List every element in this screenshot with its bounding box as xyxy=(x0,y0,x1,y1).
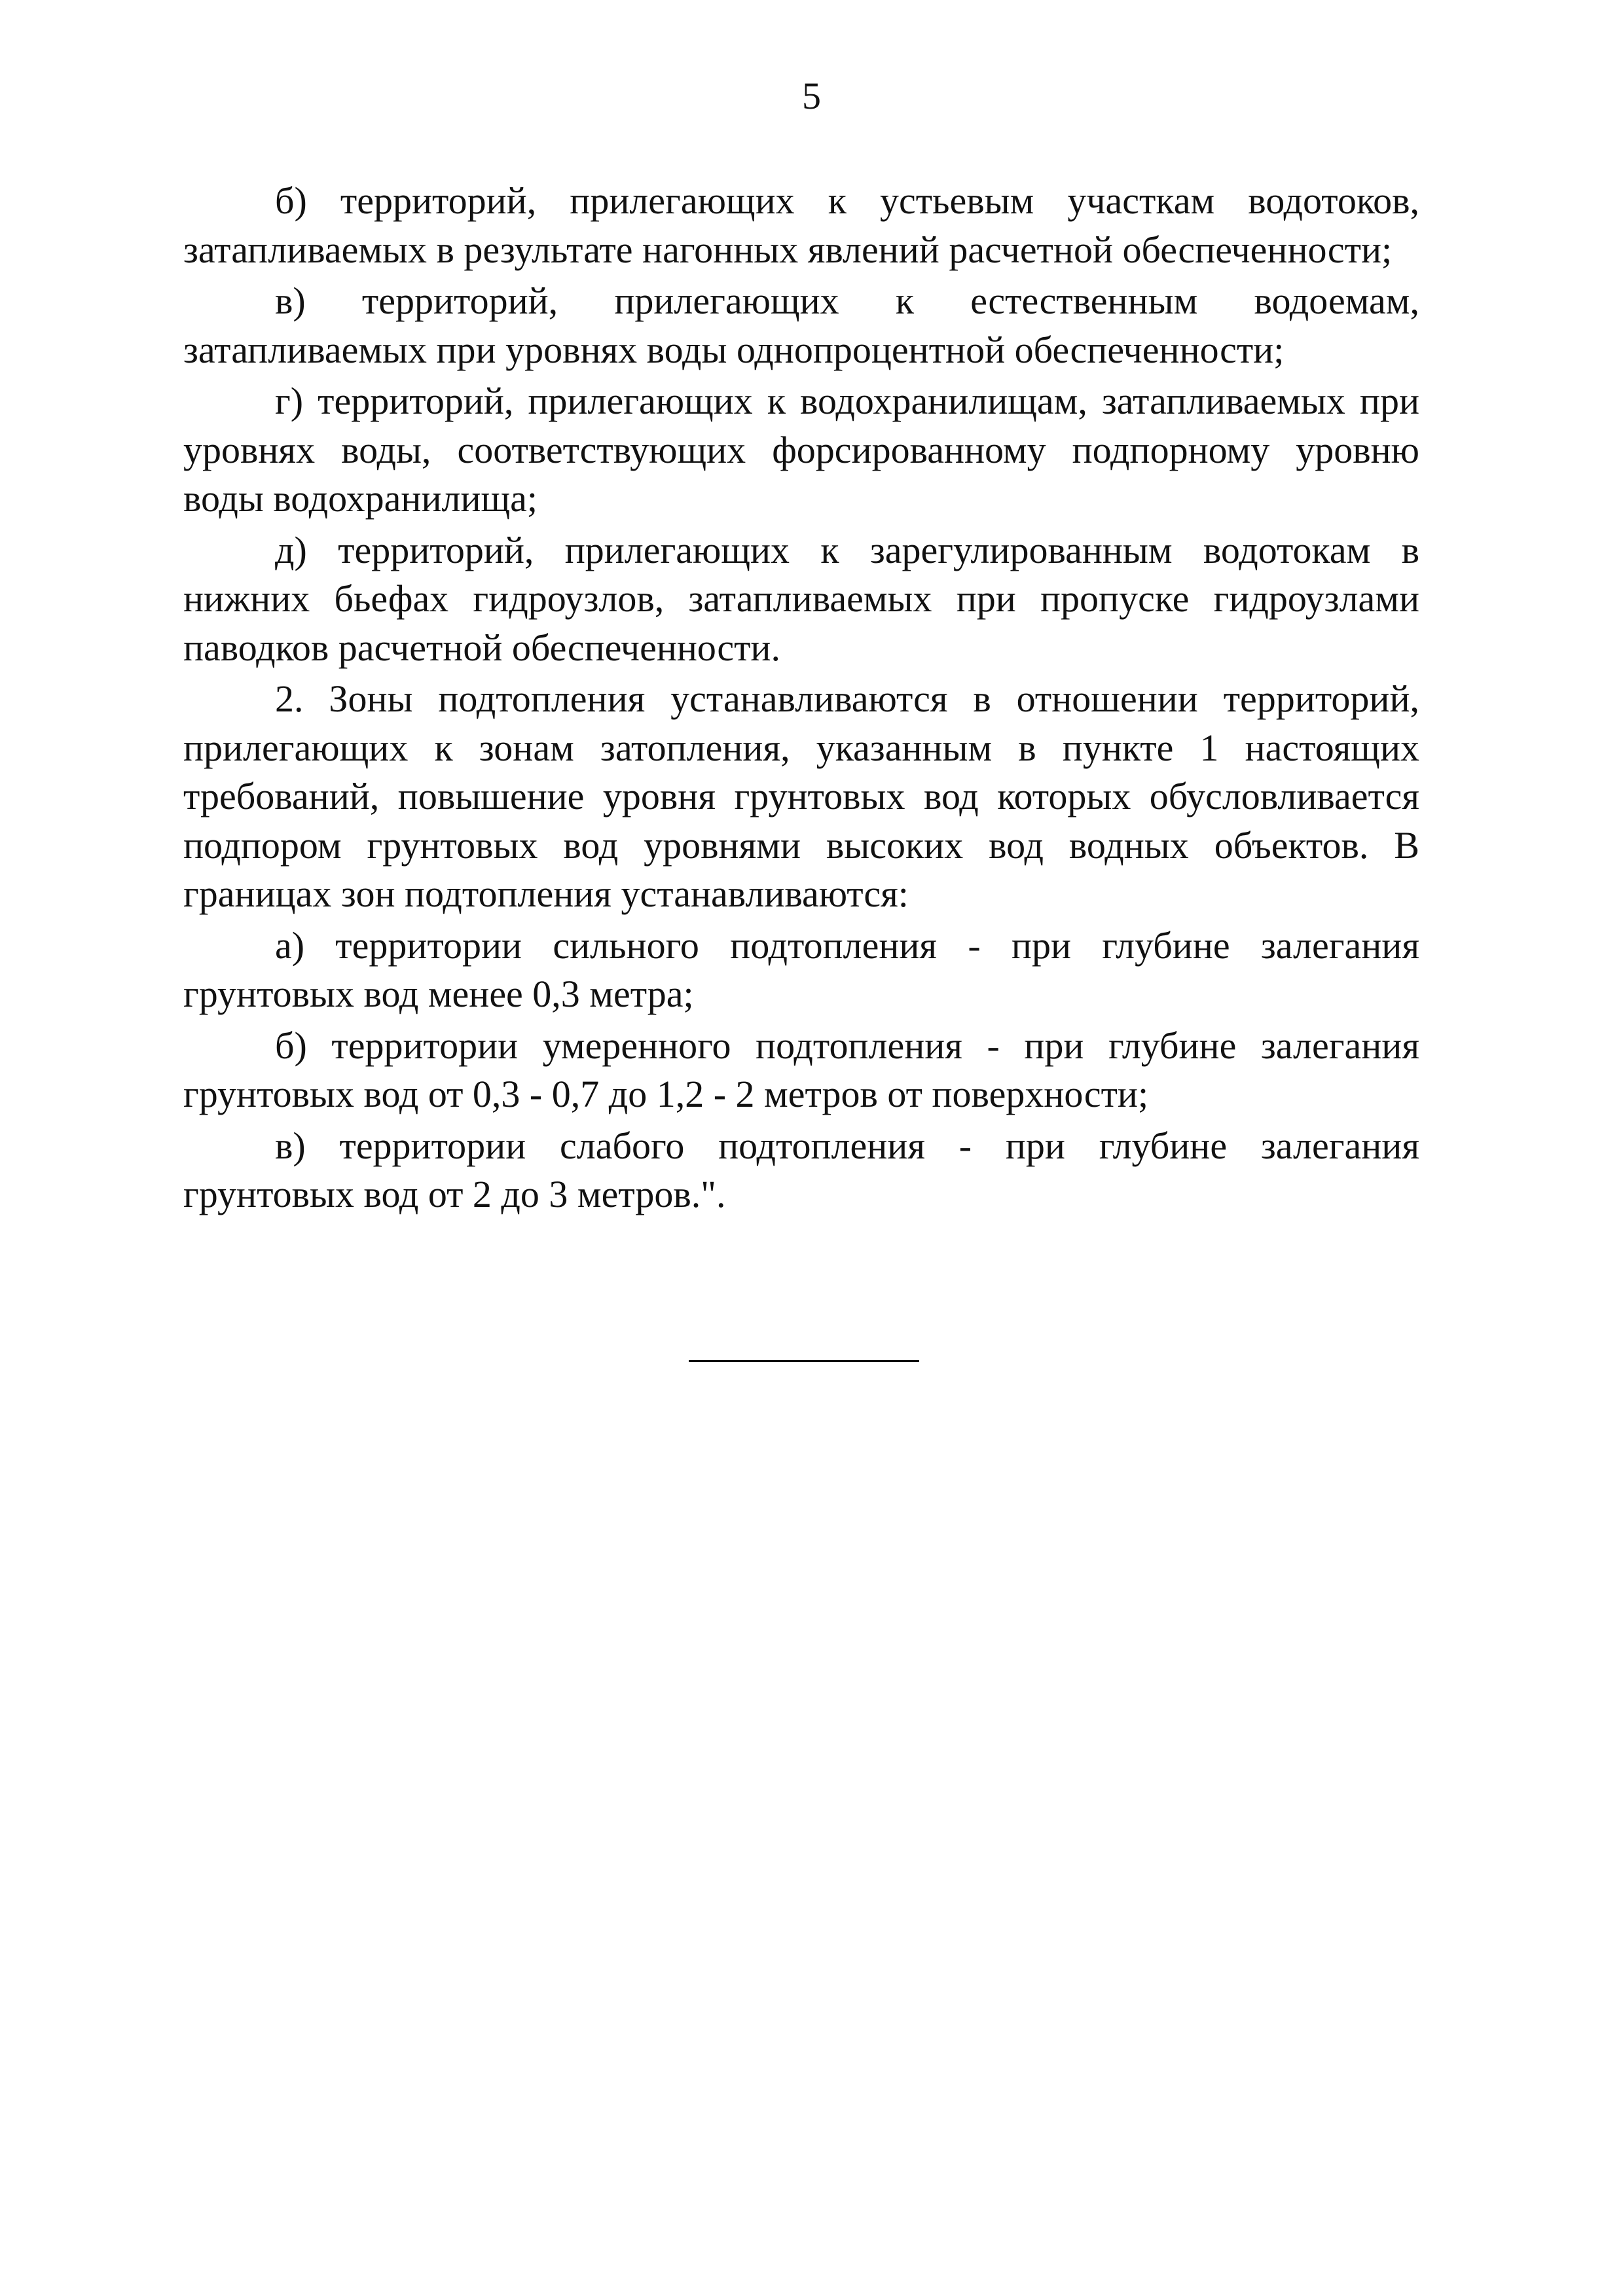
paragraph-2-flooding-zones: 2. Зоны подтопления устанавливаются в отношении территорий, прилегающих к зонам затопления, указанным в пункте 1 настоящих требований, повышение уровня грунтовых вод которых обусловливается подпором грунтовых вод уровнями высоких вод водных объектов. В границах зон подтопления устанавливаются: xyxy=(183,677,1419,915)
paragraph-g-reservoirs: г) территорий, прилегающих к водохранилищам, затапливаемых при уровнях воды, соответствующих форсированному подпорному уровню воды водохранилища; xyxy=(183,380,1419,520)
paragraph-d-regulated-watercourses: д) территорий, прилегающих к зарегулированным водотокам в нижних бьефах гидроузлов, затапливаемых при пропуске гидроузлами паводков расчетной обеспеченности. xyxy=(183,528,1419,669)
page-number: 5 xyxy=(802,75,821,117)
paragraph-a-strong-flooding: а) территории сильного подтопления - при глубине залегания грунтовых вод менее 0,3 метра; xyxy=(183,924,1419,1015)
end-divider xyxy=(689,1360,919,1362)
paragraph-v-weak-flooding: в) территории слабого подтопления - при глубине залегания грунтовых вод от 2 до 3 метров.". xyxy=(183,1124,1419,1215)
document-body xyxy=(183,177,1419,1222)
paragraph-v-natural-reservoirs: в) территорий, прилегающих к естественным водоемам, затапливаемых при уровнях воды однопроцентной обеспеченности; xyxy=(183,279,1419,371)
paragraph-b-estuary: б) территорий, прилегающих к устьевым участкам водотоков, затапливаемых в результате нагонных явлений расчетной обеспеченности; xyxy=(183,179,1419,271)
paragraph-b-moderate-flooding: б) территории умеренного подтопления - при глубине залегания грунтовых вод от 0,3 - 0,7 до 1,2 - 2 метров от поверхности; xyxy=(183,1024,1419,1115)
